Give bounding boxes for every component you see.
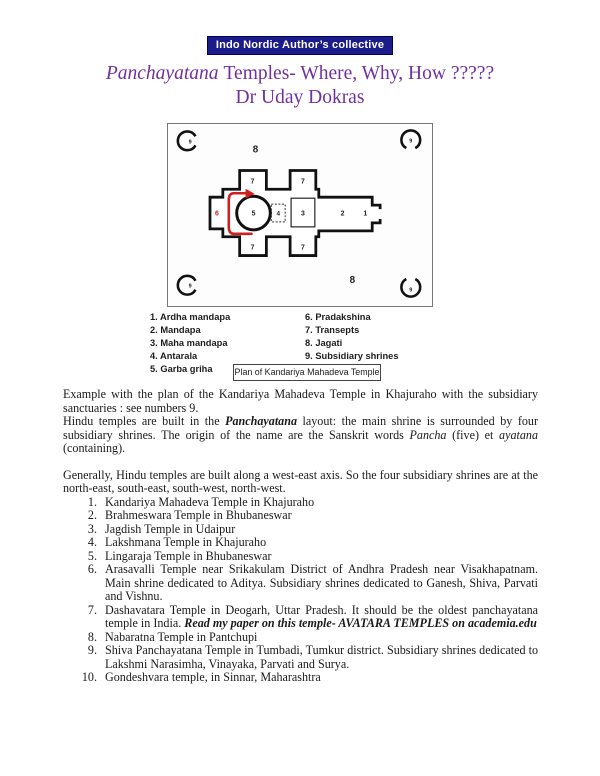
list-item (87, 629, 538, 645)
plan-label-8-top: 8 (252, 144, 259, 156)
list-text: Dashavatara Temple in Deogarh, Uttar Pradesh. It should be the oldest panchayatana temple in India. (105, 602, 538, 630)
corner-shrine-arc-top-left (178, 131, 197, 150)
legend-item: 8. Jagati (305, 338, 343, 349)
legend-item: 6. Pradakshina (305, 312, 371, 322)
list-number: 8. (87, 629, 97, 644)
legend-item: 1. Ardha mandapa (150, 312, 231, 322)
list-text: Gondeshvara temple, in Sinnar, Maharashtra (105, 670, 321, 684)
paragraph-axis: Generally, Hindu temples are built along a west-east axis. So the four subsidiary shrines are at the north-east, south-east, south-west, north-west. (63, 467, 538, 495)
list-number: 6. (87, 562, 97, 576)
figure-caption: Plan of Kandariya Mahadeva Temple (233, 364, 381, 381)
plan-label-9-top-left: 9 (188, 139, 192, 146)
list-item (87, 508, 538, 523)
corner-shrine-arc-bottom-left (178, 276, 197, 295)
plan-label-7-top-left: 7 (250, 178, 255, 186)
legend-item: 9. Subsidiary shrines (305, 351, 399, 362)
legend-item: 4. Antarala (150, 351, 198, 362)
list-item (87, 535, 538, 550)
legend-item: 5. Garba griha (150, 364, 213, 375)
list-item (87, 562, 538, 604)
plan-label-2: 2 (340, 210, 345, 218)
p2-panchayatana-emphasis: Panchayatana (225, 414, 298, 428)
legend-item: 3. Maha mandapa (150, 338, 228, 349)
list-number: 5. (87, 548, 97, 563)
list-text: Arasavalli Temple near Srikakulam District of Andhra Pradesh near Visakhapatnam. Main shrine dedicated to Aditya. Subsidiary shrines dedicated to Ganesh, Shiva, Parvati and Vishnu. (105, 562, 538, 603)
list-emphasis-avatara-paper: Read my paper on this temple- AVATARA TEMPLES on academia.edu (184, 616, 537, 630)
list-number: 7. (87, 602, 97, 617)
header-banner-row (0, 35, 600, 55)
plan-label-7-top-right: 7 (301, 178, 305, 186)
title-italic-word: Panchayatana (105, 63, 219, 84)
plan-label-7-bottom-left: 7 (250, 244, 255, 252)
p2-ayatana-italic: ayatana (499, 427, 539, 442)
list-item (87, 494, 538, 510)
list-item (87, 643, 538, 671)
title-block (0, 62, 600, 110)
plan-label-6: 6 (214, 210, 219, 218)
list-item (87, 548, 538, 564)
list-number: 4. (87, 535, 97, 549)
plan-label-8-bottom: 8 (349, 275, 356, 287)
list-number: 10. (81, 670, 97, 684)
body-text (63, 388, 538, 685)
temple-list (63, 496, 538, 685)
list-text: Shiva Panchayatana Temple in Tumbadi, Tumkur district. Subsidiary shrines dedicated to Lakshmi Narasimha, Vinayaka, Parvati and Surya. (105, 643, 538, 671)
list-number: 9. (87, 643, 97, 657)
list-item (81, 670, 538, 685)
temple-plan-svg (168, 124, 432, 306)
list-text: Brahmeswara Temple in Bhubaneswar (105, 508, 292, 522)
paragraph-layout (63, 415, 538, 456)
p2-text: (containing). (63, 441, 126, 455)
plan-label-9-bottom-left: 9 (188, 283, 192, 290)
plan-label-7-bottom-right: 7 (301, 244, 305, 252)
temple-plan-figure (167, 123, 433, 307)
plan-label-3: 3 (301, 210, 305, 218)
plan-label-5: 5 (251, 210, 256, 218)
plan-label-4: 4 (276, 210, 281, 218)
list-text: Nabaratna Temple in Pantchupi (105, 629, 258, 644)
figure-legend-col1 (150, 311, 230, 376)
list-item (87, 521, 538, 537)
list-text: Lingaraja Temple in Bhubaneswar (105, 548, 272, 563)
p2-pancha-italic: Pancha (409, 427, 447, 442)
list-number: 1. (87, 494, 97, 509)
p2-text: (five) et (446, 427, 500, 442)
legend-item: 2. Mandapa (150, 325, 201, 336)
list-text: Jagdish Temple in Udaipur (105, 521, 236, 536)
legend-item: 7. Transepts (305, 325, 360, 336)
plan-label-9-top-right: 9 (409, 138, 413, 145)
plan-label-1: 1 (363, 210, 368, 218)
paragraph-example: Example with the plan of the Kandariya Mahadeva Temple in Khajuraho with the subsidiary sanctuaries : see numbers 9. (63, 387, 538, 415)
collective-banner: Indo Nordic Author’s collective (207, 36, 393, 55)
figure-legend-col2 (305, 311, 399, 363)
author-line: Dr Uday Dokras (235, 87, 365, 108)
plan-label-9-bottom-right: 9 (409, 287, 413, 294)
list-item (87, 602, 538, 631)
page-title (0, 62, 600, 86)
p2-text: layout: the main shrine is surrounded by four subsidiary shrines. The origin of the name are the Sanskrit words (63, 414, 539, 442)
list-number: 2. (87, 508, 97, 522)
list-number: 3. (87, 521, 97, 536)
list-text: Lakshmana Temple in Khajuraho (105, 535, 267, 549)
p2-text: Hindu temples are built in the (63, 414, 226, 428)
list-text: Kandariya Mahadeva Temple in Khajuraho (105, 494, 315, 509)
title-rest: Temples- Where, Why, How ????? (223, 63, 495, 84)
